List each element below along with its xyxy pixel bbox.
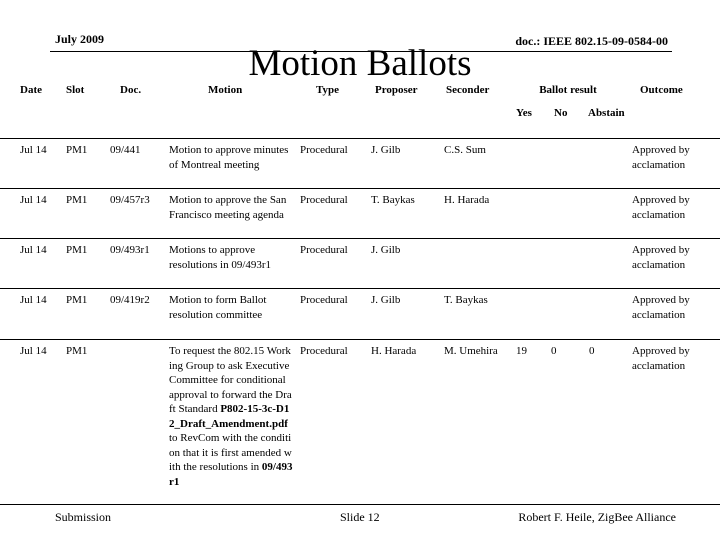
- cell-proposer: J. Gilb: [371, 294, 401, 306]
- col-doc: Doc.: [120, 84, 142, 96]
- cell-abstain: 0: [589, 345, 595, 357]
- cell-doc: 09/419r2: [110, 294, 150, 306]
- cell-motion: Motion to form Ballot resolution committee: [169, 294, 267, 321]
- motion-draft-filename: P802-15-3c-D12_Draft_Amendment.pdf: [169, 403, 290, 430]
- cell-date: Jul 14: [20, 194, 47, 206]
- table-rule: [0, 238, 720, 239]
- cell-seconder: H. Harada: [444, 194, 490, 206]
- cell-proposer: J. Gilb: [371, 144, 401, 156]
- cell-motion: Motion to approve the San Francisco meeting agenda: [169, 194, 287, 221]
- motion-resolutions-doc: 09/493r1: [169, 461, 293, 488]
- cell-motion: Motions to approve resolutions in 09/493r1: [169, 244, 272, 271]
- cell-type: Procedural: [300, 144, 348, 156]
- footer-author: Robert F. Heile, ZigBee Alliance: [518, 510, 676, 524]
- cell-date: Jul 14: [20, 294, 47, 306]
- col-outcome: Outcome: [640, 84, 683, 96]
- cell-seconder: C.S. Sum: [444, 144, 486, 156]
- motion-text-part: to RevCom with the condition that it is first amended with the resolutions in: [169, 432, 292, 473]
- col-motion: Motion: [208, 84, 243, 96]
- cell-outcome: Approved by acclamation: [632, 294, 690, 321]
- cell-proposer: T. Baykas: [371, 194, 415, 206]
- col-ballot-result: Ballot result: [539, 84, 597, 96]
- header-date: July 2009: [55, 32, 105, 46]
- cell-type: Procedural: [300, 345, 348, 357]
- table-rule: [0, 339, 720, 340]
- table-rule: [0, 138, 720, 139]
- cell-outcome: Approved by acclamation: [632, 345, 690, 372]
- cell-outcome: Approved by acclamation: [632, 144, 690, 171]
- cell-seconder: M. Umehira: [444, 345, 498, 357]
- cell-no: 0: [551, 345, 557, 357]
- cell-yes: 19: [516, 345, 527, 357]
- col-proposer: Proposer: [375, 84, 418, 96]
- cell-outcome: Approved by acclamation: [632, 194, 690, 221]
- cell-slot: PM1: [66, 144, 88, 156]
- footer-slide-number: Slide 12: [340, 510, 380, 524]
- cell-doc: 09/457r3: [110, 194, 150, 206]
- header-doc-id: doc.: IEEE 802.15-09-0584-00: [515, 34, 668, 48]
- cell-slot: PM1: [66, 294, 88, 306]
- col-date: Date: [20, 84, 42, 96]
- col-seconder: Seconder: [446, 84, 490, 96]
- cell-proposer: J. Gilb: [371, 244, 401, 256]
- motion-text-part: To request the 802.15 Working Group to ask Executive Committee for conditional approval to forward the Draft Standard: [169, 345, 292, 415]
- cell-slot: PM1: [66, 345, 88, 357]
- cell-slot: PM1: [66, 194, 88, 206]
- footer-submission: Submission: [55, 510, 112, 524]
- page-title: Motion Ballots: [248, 43, 472, 84]
- cell-outcome: Approved by acclamation: [632, 244, 690, 271]
- col-no: No: [554, 107, 568, 119]
- col-abstain: Abstain: [588, 107, 625, 119]
- cell-date: Jul 14: [20, 144, 47, 156]
- cell-type: Procedural: [300, 244, 348, 256]
- cell-doc: 09/441: [110, 144, 141, 156]
- table-rule: [0, 188, 720, 189]
- col-type: Type: [316, 84, 340, 96]
- cell-motion: Motion to approve minutes of Montreal meeting: [169, 144, 289, 171]
- cell-type: Procedural: [300, 294, 348, 306]
- table-rule: [0, 504, 720, 505]
- cell-slot: PM1: [66, 244, 88, 256]
- cell-date: Jul 14: [20, 345, 47, 357]
- table-rule: [0, 288, 720, 289]
- cell-proposer: H. Harada: [371, 345, 417, 357]
- col-yes: Yes: [516, 107, 532, 119]
- col-slot: Slot: [66, 84, 85, 96]
- cell-doc: 09/493r1: [110, 244, 150, 256]
- cell-type: Procedural: [300, 194, 348, 206]
- cell-seconder: T. Baykas: [444, 294, 488, 306]
- cell-motion: [169, 344, 293, 489]
- cell-date: Jul 14: [20, 244, 47, 256]
